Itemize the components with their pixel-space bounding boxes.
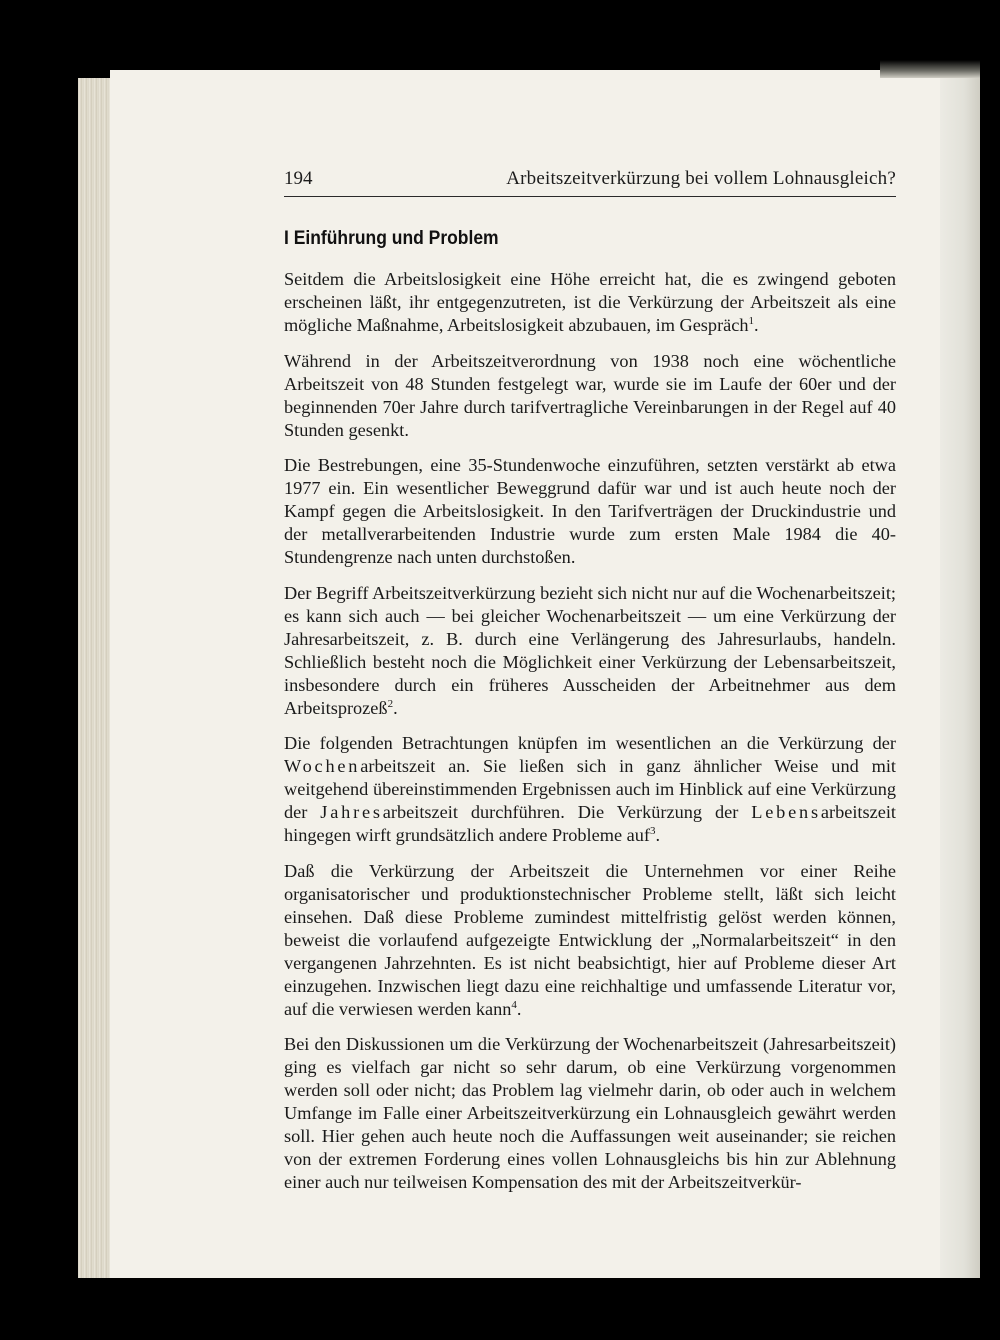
paragraph-text-c: arbeitszeit an. Sie ließen sich in ganz ähnlicher Weise und mit weitgehend übereinstimmenden Ergebnissen auch im Hinblick auf eine Verkürzung der xyxy=(284,756,896,822)
page-number: 194 xyxy=(284,168,313,189)
paragraph-text: Seitdem die Arbeitslosigkeit eine Höhe erreicht hat, die es zwingend geboten erscheinen läßt, ihr entgegenzutreten, ist die Verkürzung der Arbeitszeit als eine mögliche Maßnahme, Arbeitslosigkeit abzubauen, im Gespräch xyxy=(284,269,896,335)
paragraph-4 xyxy=(284,582,896,720)
paragraph-text: Daß die Verkürzung der Arbeitszeit die Unternehmen vor einer Reihe organisatorischer und produktionstechnischer Probleme stellt, läßt sich leicht einsehen. Daß diese Probleme zumindest mittelfristig gelöst werden können, beweist die vorlaufend aufgezeigte Entwicklung der „Normalarbeitszeit“ in den vergangenen Jahrzehnten. Es ist nicht beabsichtigt, hier auf Probleme dieser Art einzugehen. Inzwischen liegt dazu eine reichhaltige und umfassende Literatur vor, auf die verwiesen werden kann xyxy=(284,860,896,1019)
paragraph-text-a: Die folgenden Betrachtungen knüpfen im wesentlichen an die Verkürzung der xyxy=(284,733,896,753)
emphasis-wochen: Wochen xyxy=(284,756,361,776)
body-text xyxy=(284,268,896,1207)
footnote-marker: 3 xyxy=(650,824,656,837)
paragraph-text-g: arbeitszeit hingegen wirft grundsätzlich andere Probleme auf xyxy=(284,802,896,845)
book-page-edges xyxy=(78,78,110,1278)
emphasis-jahres: Jahres xyxy=(320,802,383,822)
running-title: Arbeitszeitverkürzung bei vollem Lohnausgleich? xyxy=(506,168,896,189)
section-heading: I Einführung und Problem xyxy=(284,228,499,249)
page-header xyxy=(284,168,896,197)
paragraph-tail: . xyxy=(393,697,398,718)
paragraph-1 xyxy=(284,268,896,337)
emphasis-lebens: Lebens xyxy=(751,802,821,822)
paragraph-tail: . xyxy=(754,315,759,335)
paragraph-5 xyxy=(284,732,896,847)
paragraph-tail: . xyxy=(516,998,522,1019)
paragraph-tail: . xyxy=(655,825,661,845)
footnote-marker: 1 xyxy=(748,314,755,327)
paragraph-7: Bei den Diskussionen um die Verkürzung der Wochenarbeitszeit (Jahresarbeitszeit) ging es vielfach gar nicht so sehr darum, ob eine Verkürzung vorgenommen werden soll oder nicht; das Problem lag vielmehr darin, ob oder auch in welchem Umfange im Falle einer Arbeitszeitverkürzung ein Lohnausgleich gewährt werden soll. Hier gehen auch heute noch die Auffassungen weit auseinander; sie reichen von der extremen Forderung eines vollen Lohnausgleichs bis hin zur Ablehnung einer auch nur teilweisen Kompensation des mit der Arbeitszeitverkür- xyxy=(284,1034,896,1192)
page-gutter-shadow xyxy=(940,70,980,1278)
footnote-marker: 2 xyxy=(387,697,394,710)
paragraph-6 xyxy=(284,860,896,1021)
footnote-marker: 4 xyxy=(511,998,517,1011)
paragraph-text: Der Begriff Arbeitszeitverkürzung bezieht sich nicht nur auf die Wochenarbeitszeit; es kann sich auch — bei gleicher Wochenarbeitszeit — um eine Verkürzung der Jahresarbeitszeit, z. B. durch eine Verlängerung des Jahresurlaubs, handeln. Schließlich besteht noch die Möglichkeit einer Verkürzung der Lebensarbeitszeit, insbesondere durch ein früheres Ausscheiden der Arbeitnehmer aus dem Arbeitsprozeß xyxy=(284,582,896,718)
paragraph-3: Die Bestrebungen, eine 35-Stundenwoche einzuführen, setzten verstärkt ab etwa 1977 ein. Ein wesentlicher Beweggrund dafür war und ist auch heute noch der Kampf gegen die Arbeitslosigkeit. In den Tarifverträgen der Druckindustrie und der metallverarbeitenden Industrie wurde zum ersten Male 1984 die 40-Stundengrenze nach unten durchstoßen. xyxy=(284,455,896,567)
paragraph-text-e: arbeitszeit durchführen. Die Verkürzung der xyxy=(382,802,752,822)
paragraph-2: Während in der Arbeitszeitverordnung von 1938 noch eine wöchentliche Arbeitszeit von 48 Stunden festgelegt war, wurde sie im Laufe der 60er und der beginnenden 70er Jahre durch tarifvertragliche Vereinbarungen in der Regel auf 40 Stunden gesenkt. xyxy=(284,350,896,440)
page-corner-curl xyxy=(880,60,980,78)
